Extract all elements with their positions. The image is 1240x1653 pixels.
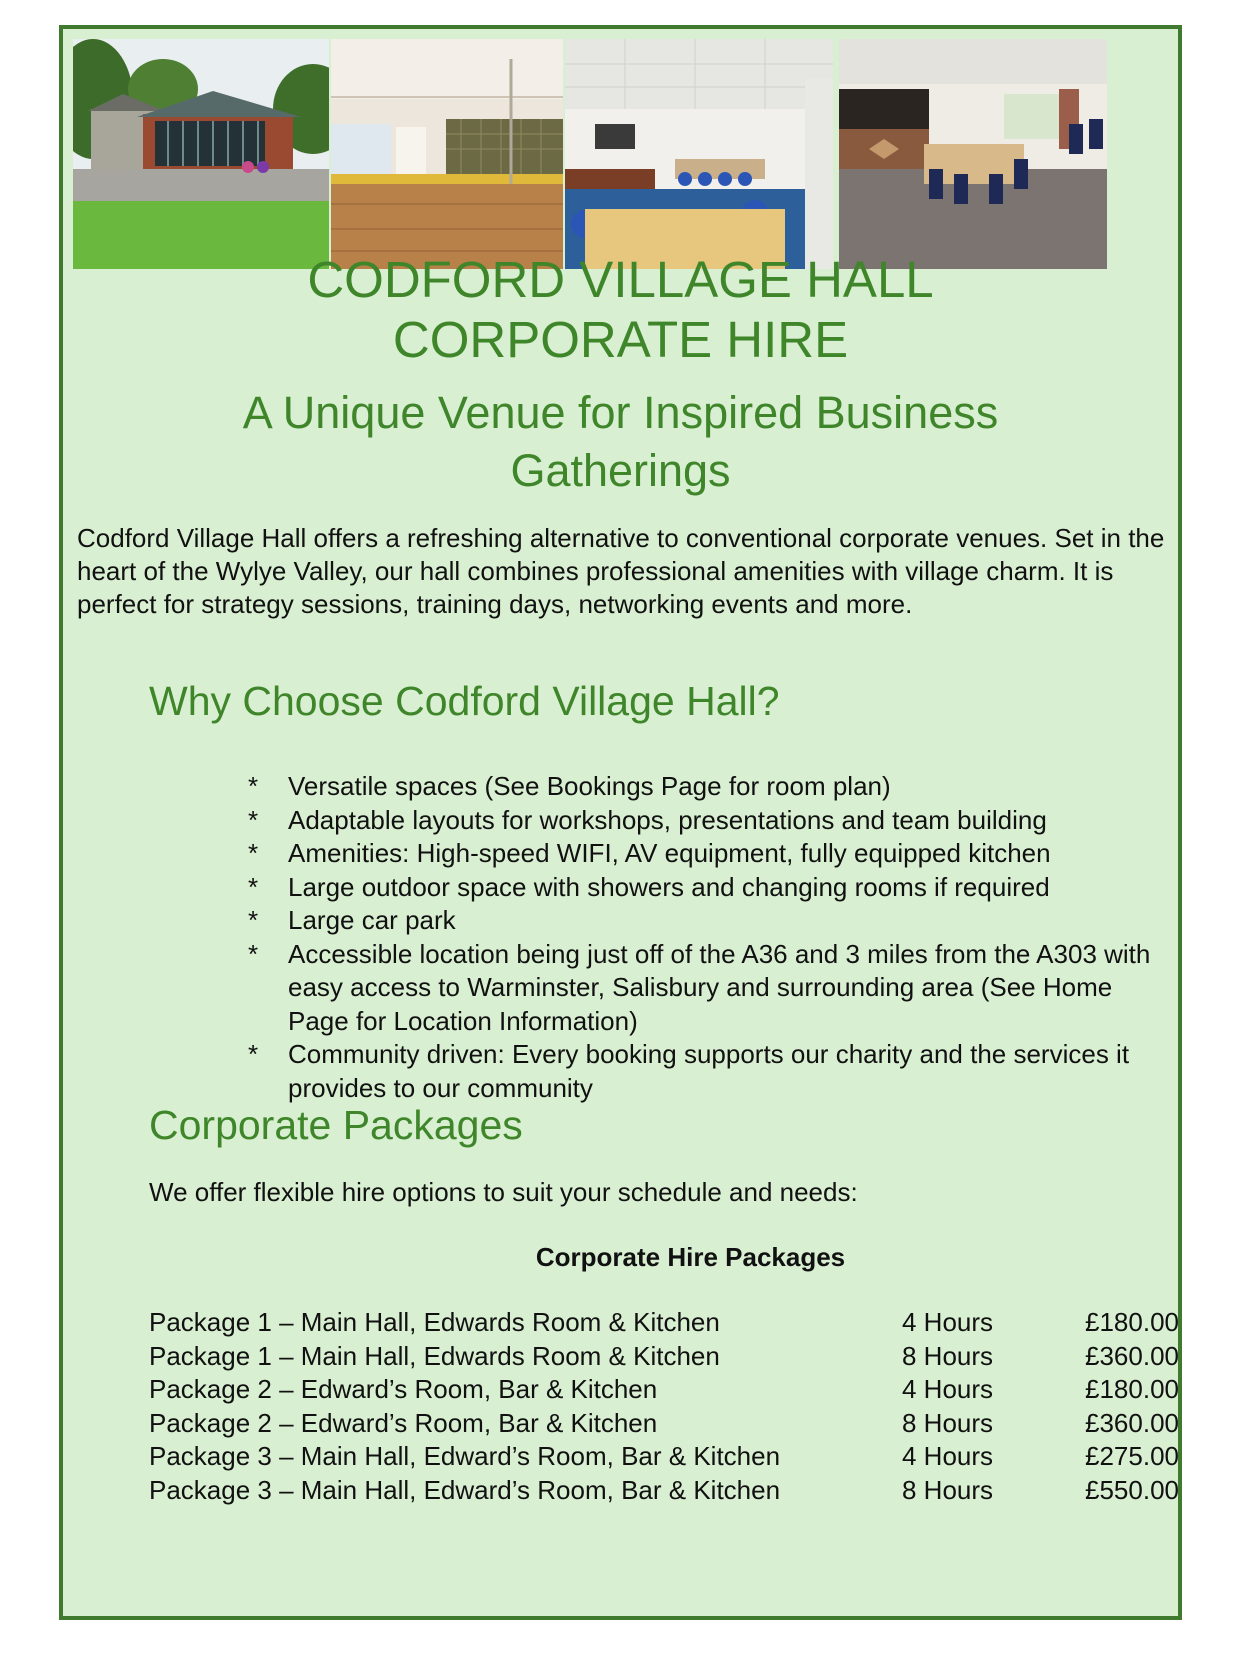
package-name: Package 1 – Main Hall, Edwards Room & Kitchen — [149, 1307, 720, 1337]
intro-paragraph: Codford Village Hall offers a refreshing alternative to conventional corporate venues. Set in the heart of the Wylye Valley, our hall combines professional amenities with village charm. It is perfect for strategy sessions, training days, networking events and more. — [77, 523, 1165, 619]
list-item: * Adaptable layouts for workshops, presentations and team building — [248, 804, 1178, 838]
list-item: * Amenities: High-speed WIFI, AV equipment, fully equipped kitchen — [248, 837, 1178, 871]
package-price: £550.00 — [1085, 1474, 1179, 1505]
list-item: * Large outdoor space with showers and changing rooms if required — [248, 871, 1178, 905]
package-name: Package 2 – Edward’s Room, Bar & Kitchen — [149, 1407, 658, 1438]
table-row — [149, 1440, 1179, 1474]
tagline-line-2: Gatherings — [510, 445, 731, 496]
bullet-star: * — [248, 938, 259, 969]
package-duration: 4 Hours — [902, 1441, 994, 1471]
features-list — [248, 770, 1178, 1105]
tagline-line-1: A Unique Venue for Inspired Business — [242, 387, 999, 438]
table-row — [149, 1373, 1179, 1407]
package-duration: 4 Hours — [902, 1374, 994, 1404]
packages-table-title: Corporate Hire Packages — [535, 1242, 846, 1272]
list-item: * Community driven: Every booking supports our charity and the services it provides to our community — [248, 1038, 1178, 1105]
package-duration: 4 Hours — [902, 1307, 994, 1337]
package-duration: 8 Hours — [902, 1407, 994, 1438]
table-row — [149, 1474, 1179, 1508]
package-price: £275.00 — [1085, 1441, 1179, 1471]
package-duration: 8 Hours — [902, 1340, 994, 1371]
page-title-line-1: CODFORD VILLAGE HALL — [307, 251, 934, 308]
packages-table — [149, 1306, 1179, 1507]
list-item: * Large car park — [248, 904, 1178, 938]
list-item: * Versatile spaces (See Bookings Page for room plan) — [248, 770, 1178, 804]
bar-room-photo — [839, 39, 1107, 269]
hall-exterior-photo — [73, 39, 329, 269]
package-price: £180.00 — [1085, 1374, 1179, 1404]
page-title-line-2: CORPORATE HIRE — [392, 311, 849, 368]
main-hall-photo — [331, 39, 563, 269]
bullet-star: * — [248, 871, 259, 902]
table-row — [149, 1306, 1179, 1340]
package-price: £360.00 — [1085, 1340, 1179, 1371]
photo-strip — [73, 39, 1170, 269]
bullet-star: * — [248, 905, 259, 935]
package-price: £180.00 — [1085, 1307, 1179, 1337]
package-name: Package 3 – Main Hall, Edward’s Room, Bar & Kitchen — [149, 1474, 781, 1505]
bullet-star: * — [248, 838, 259, 868]
package-price: £360.00 — [1085, 1407, 1179, 1438]
table-row — [149, 1407, 1179, 1441]
why-choose-heading: Why Choose Codford Village Hall? — [149, 678, 780, 724]
list-item: * Accessible location being just off of the A36 and 3 miles from the A303 with easy access to Warminster, Salisbury and surrounding area (See Home Page for Location Information) — [248, 938, 1178, 1039]
flyer-panel — [59, 25, 1182, 1620]
package-name: Package 3 – Main Hall, Edward’s Room, Bar & Kitchen — [149, 1441, 781, 1471]
bullet-star: * — [248, 771, 259, 801]
bullet-star: * — [248, 804, 259, 835]
package-name: Package 2 – Edward’s Room, Bar & Kitchen — [149, 1374, 658, 1404]
packages-lead-text: We offer flexible hire options to suit your schedule and needs: — [149, 1177, 858, 1207]
edwards-room-photo — [565, 39, 833, 269]
package-duration: 8 Hours — [902, 1474, 994, 1505]
table-row — [149, 1340, 1179, 1374]
package-name: Package 1 – Main Hall, Edwards Room & Kitchen — [149, 1340, 720, 1371]
corporate-packages-heading: Corporate Packages — [149, 1102, 523, 1148]
bullet-star: * — [248, 1039, 259, 1069]
